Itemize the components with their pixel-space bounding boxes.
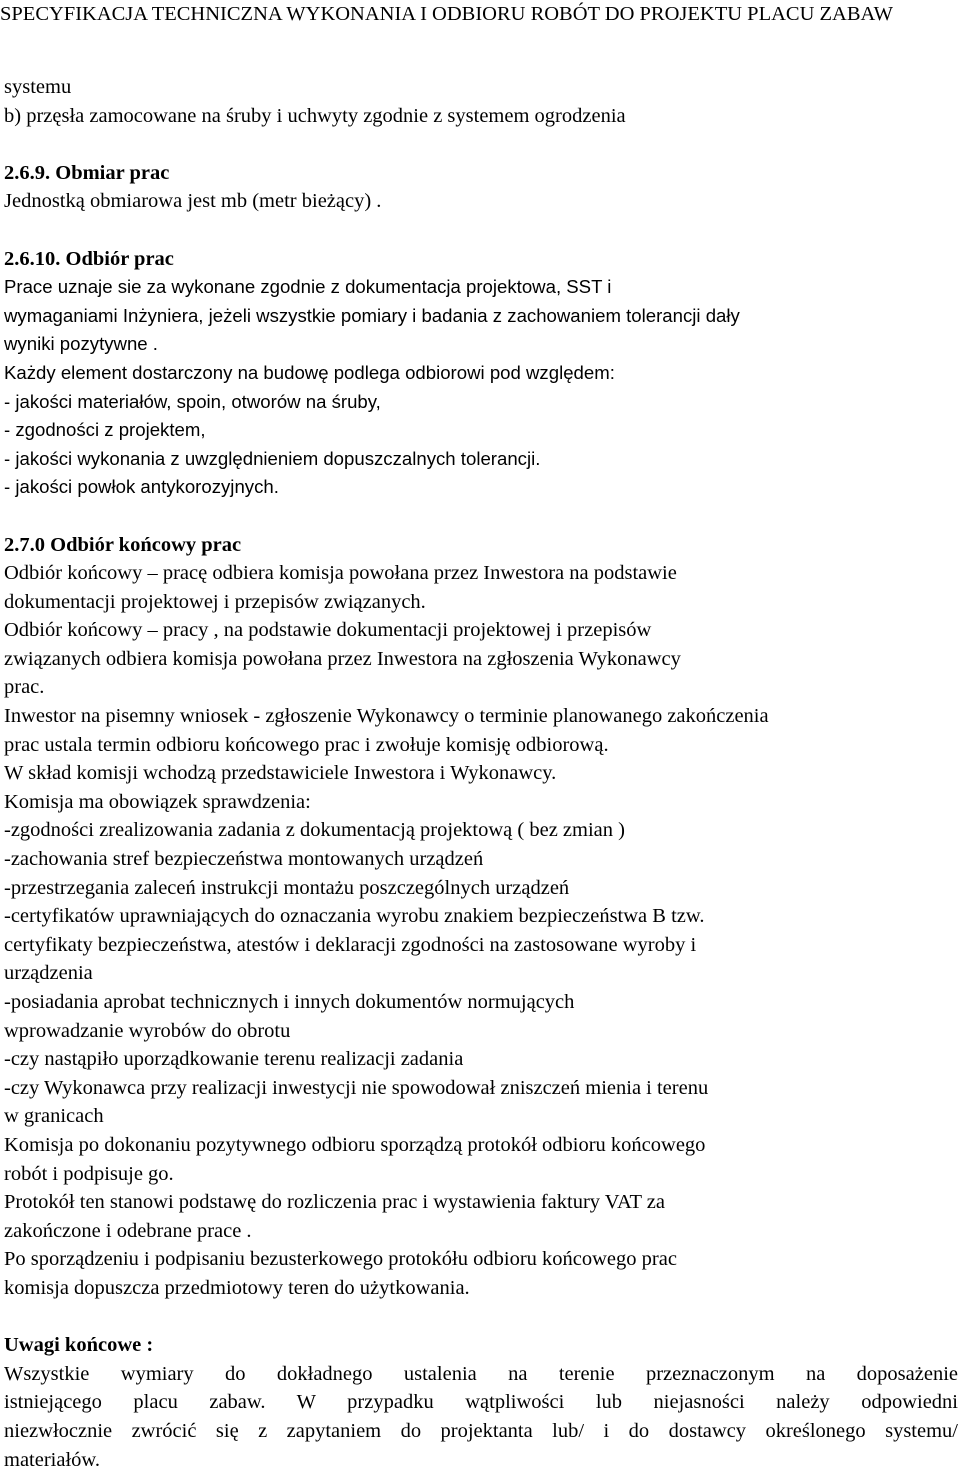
text-line: Odbiór końcowy – pracy , na podstawie dokumentacji projektowej i przepisów	[4, 619, 652, 642]
document-body	[4, 73, 958, 1474]
section-heading-odbior-prac: 2.6.10. Odbiór prac	[4, 247, 174, 270]
blank-line	[4, 130, 958, 159]
text-line: prac ustala termin odbioru końcowego prac i zwołuje komisję odbiorową.	[4, 733, 609, 756]
blank-line	[4, 216, 958, 245]
text-line: b) przęsła zamocowane na śruby i uchwyty zgodnie z systemem ogrodzenia	[4, 104, 626, 127]
text-line: zakończone i odebrane prace .	[4, 1219, 252, 1242]
text-line: - jakości wykonania z uwzględnieniem dopuszczalnych tolerancji.	[4, 447, 541, 469]
text-line: -posiadania aprobat technicznych i innych dokumentów normujących	[4, 991, 575, 1013]
text-line: -czy nastąpiło uporządkowanie terenu realizacji zadania	[4, 1048, 464, 1071]
text-line: komisja dopuszcza przedmiotowy teren do użytkowania.	[4, 1276, 470, 1299]
text-line: w granicach	[4, 1105, 104, 1128]
section-heading-uwagi-koncowe: Uwagi końcowe :	[4, 1334, 154, 1357]
text-line: -certyfikatów uprawniających do oznaczania wyrobu znakiem bezpieczeństwa B tzw.	[4, 905, 705, 928]
text-line: -czy Wykonawca przy realizacji inwestycji nie spowodował zniszczeń mienia i terenu	[4, 1076, 709, 1099]
text-line: wymaganiami Inżyniera, jeżeli wszystkie pomiary i badania z zachowaniem tolerancji dały	[4, 304, 740, 326]
text-line: - zgodności z projektem,	[4, 419, 206, 441]
text-line: materiałów.	[4, 1448, 101, 1471]
text-line: Komisja po dokonaniu pozytywnego odbioru sporządzą protokół odbioru końcowego	[4, 1133, 706, 1156]
text-line: Inwestor na pisemny wniosek - zgłoszenie Wykonawcy o terminie planowanego zakończenia	[4, 705, 769, 728]
text-line: -zachowania stref bezpieczeństwa montowanych urządzeń	[4, 848, 484, 871]
text-line: - jakości materiałów, spoin, otworów na śruby,	[4, 390, 381, 412]
text-line: dokumentacji projektowej i przepisów związanych.	[4, 590, 426, 613]
text-line: Po sporządzeniu i podpisaniu bezusterkowego protokółu odbioru końcowego prac	[4, 1248, 677, 1271]
text-line: Każdy element dostarczony na budowę podlega odbiorowi pod względem:	[4, 361, 615, 383]
blank-line	[4, 1303, 958, 1332]
text-line: -zgodności zrealizowania zadania z dokumentacją projektową ( bez zmian )	[4, 819, 625, 842]
page-header: SPECYFIKACJA TECHNICZNA WYKONANIA I ODBIORU ROBÓT DO PROJEKTU PLACU ZABAW	[0, 3, 894, 25]
section-heading-odbior-koncowy: 2.7.0 Odbiór końcowy prac	[4, 533, 242, 556]
text-line: Komisja ma obowiązek sprawdzenia:	[4, 790, 311, 813]
text-line: -przestrzegania zaleceń instrukcji montażu poszczególnych urządzeń	[4, 876, 570, 899]
justified-text-line: Wszystkie wymiary do dokładnego ustalenia na terenie przeznaczonym na doposażenie	[4, 1362, 958, 1385]
text-line: urządzenia	[4, 962, 93, 985]
text-line: certyfikaty bezpieczeństwa, atestów i deklaracji zgodności na zastosowane wyroby i	[4, 933, 697, 956]
justified-text-line: niezwłocznie zwrócić się z zapytaniem do projektanta lub/ i do dostawcy określonego systemu/	[4, 1419, 958, 1442]
text-line: - jakości powłok antykorozyjnych.	[4, 476, 279, 498]
text-line: wprowadzanie wyrobów do obrotu	[4, 1019, 291, 1042]
text-line: systemu	[4, 76, 72, 98]
section-heading-obmiar: 2.6.9. Obmiar prac	[4, 161, 170, 184]
text-line: Protokół ten stanowi podstawę do rozliczenia prac i wystawienia faktury VAT za	[4, 1191, 665, 1214]
text-line: związanych odbiera komisja powołana przez Inwestora na zgłoszenia Wykonawcy	[4, 647, 681, 670]
text-line: prac.	[4, 676, 45, 699]
text-line: W skład komisji wchodzą przedstawiciele Inwestora i Wykonawcy.	[4, 762, 557, 785]
text-line: wyniki pozytywne .	[4, 333, 158, 355]
text-line: Jednostką obmiarowa jest mb (metr bieżący) .	[4, 190, 382, 213]
text-line: Prace uznaje sie za wykonane zgodnie z dokumentacja projektowa, SST i	[4, 276, 612, 298]
text-line: Odbiór końcowy – pracę odbiera komisja powołana przez Inwestora na podstawie	[4, 562, 677, 585]
text-line: robót i podpisuje go.	[4, 1162, 174, 1185]
blank-line	[4, 502, 958, 531]
justified-text-line: istniejącego placu zabaw. W przypadku wątpliwości lub niejasności należy odpowiedni	[4, 1391, 958, 1414]
